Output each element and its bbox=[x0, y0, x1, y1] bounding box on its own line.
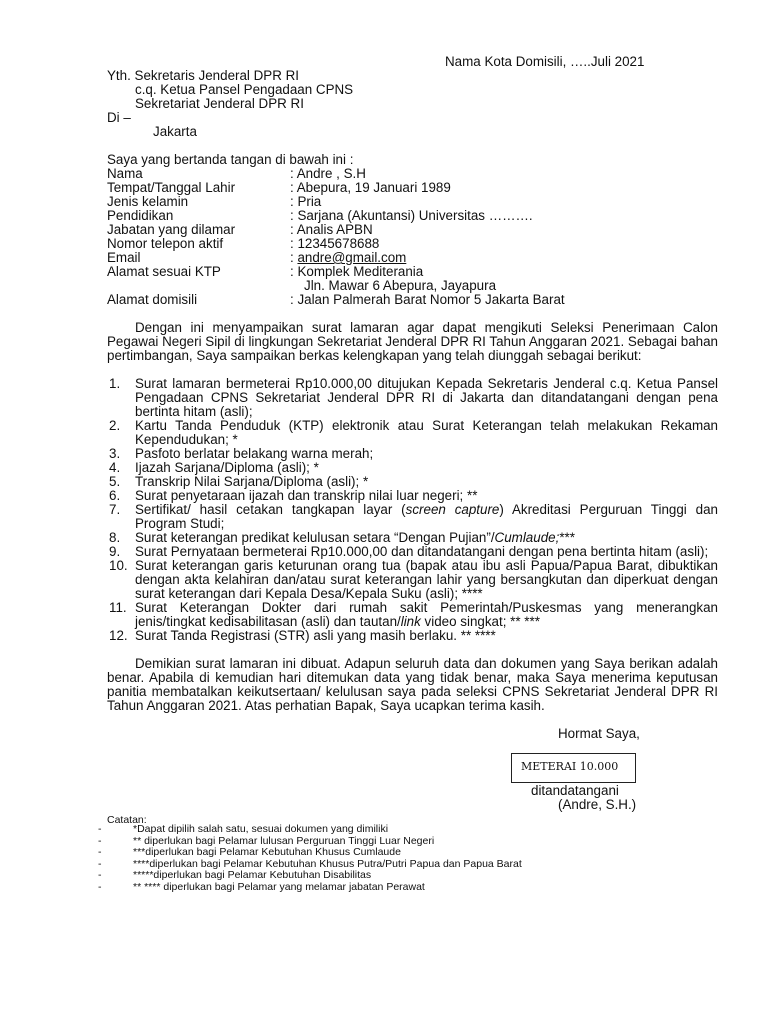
list-number: 5. bbox=[109, 474, 121, 489]
closing-salutation: Hormat Saya, bbox=[558, 726, 640, 741]
recipient-city: Jakarta bbox=[153, 124, 197, 139]
list-text: Pasfoto berlatar belakang warna merah; bbox=[135, 446, 374, 461]
field-label: Nomor telepon aktif bbox=[107, 236, 224, 251]
meterai-stamp-box bbox=[511, 753, 636, 783]
field-email bbox=[107, 251, 667, 265]
field-value: : Jalan Palmerah Barat Nomor 5 Jakarta Barat bbox=[290, 292, 565, 307]
field-value: : Pria bbox=[290, 194, 322, 209]
list-text: *** bbox=[559, 530, 575, 545]
list-item bbox=[107, 531, 718, 545]
field-value-line-2: Jln. Mawar 6 Abepura, Jayapura bbox=[304, 278, 497, 293]
field-label: Tempat/Tanggal Lahir bbox=[107, 180, 236, 195]
list-number: 8. bbox=[109, 530, 121, 545]
note-dash: - bbox=[98, 869, 102, 882]
field-label: Jenis kelamin bbox=[107, 194, 189, 209]
list-text: Surat keterangan garis keturunan orang tua (bapak atau ibu asli Papua/Papua Barat, dibuktikan dengan akta kelahiran dan/atau surat keterangan lahir yang bersangkutan dan diperkuat dengan surat keterangan dari Kepala Desa/Kepala Suku (asli); **** bbox=[135, 558, 718, 601]
list-text-italic: link bbox=[400, 614, 421, 629]
list-number: 10. bbox=[109, 558, 128, 573]
list-item bbox=[107, 447, 718, 461]
list-item bbox=[107, 559, 718, 601]
notes-title: Catatan: bbox=[107, 814, 147, 826]
list-text: Surat lamaran bermeterai Rp10.000,00 ditujukan Kepada Sekretaris Jenderal c.q. Ketua Pansel Pengadaan CPNS Sekretariat Jenderal DPR RI di Jakarta dan ditandatangani dengan pena bertinta hitam (asli); bbox=[135, 376, 718, 419]
list-item bbox=[107, 475, 718, 489]
note-dash: - bbox=[98, 857, 102, 870]
list-number: 1. bbox=[109, 376, 121, 391]
note-dash: - bbox=[98, 823, 102, 835]
list-text: Surat keterangan predikat kelulusan setara “Dengan Pujian”/ bbox=[135, 530, 495, 545]
field-jabatan bbox=[107, 223, 667, 237]
note-text: *****diperlukan bagi Pelamar Kebutuhan Disabilitas bbox=[133, 869, 372, 882]
list-item bbox=[107, 601, 718, 629]
note-dash: - bbox=[98, 880, 102, 893]
letter-date: Nama Kota Domisili, …..Juli 2021 bbox=[445, 54, 645, 69]
list-number: 6. bbox=[109, 488, 121, 503]
list-text: Surat penyetaraan ijazah dan transkrip nilai luar negeri; ** bbox=[135, 488, 478, 503]
list-number: 2. bbox=[109, 418, 121, 433]
email-prefix: : bbox=[290, 250, 298, 265]
note-text: ** diperlukan bagi Pelamar lulusan Perguruan Tinggi Luar Negeri bbox=[133, 834, 435, 847]
field-value: : 12345678688 bbox=[290, 236, 380, 251]
list-text: video singkat; ** *** bbox=[420, 614, 540, 629]
field-alamat-ktp bbox=[107, 264, 667, 293]
closing-paragraph-text: Demikian surat lamaran ini dibuat. Adapun seluruh data dan dokumen yang Saya berikan adalah benar. Apabila di kemudian hari ditemukan data yang tidak benar, maka Saya menerima keputusan panitia membatalkan keikutsertaan/ kelulusan saya pada seleksi CPNS Sekretariat Jenderal DPR RI Tahun Anggaran 2021. Atas perhatian Bapak, Saya ucapkan terima kasih. bbox=[107, 656, 718, 713]
field-value bbox=[290, 251, 406, 265]
note-text: *Dapat dipilih salah satu, sesuai dokumen yang dimiliki bbox=[133, 823, 389, 835]
list-text: Transkrip Nilai Sarjana/Diploma (asli); * bbox=[135, 474, 369, 489]
field-value: : Abepura, 19 Januari 1989 bbox=[290, 180, 451, 195]
note-text: ** **** diperlukan bagi Pelamar yang melamar jabatan Perawat bbox=[133, 880, 425, 893]
list-text: Ijazah Sarjana/Diploma (asli); * bbox=[135, 460, 319, 475]
list-text: Sertifikat/ hasil cetakan tangkapan layar ( bbox=[135, 502, 406, 517]
field-jenis-kelamin bbox=[107, 195, 667, 209]
list-text-italic: Cumlaude; bbox=[494, 530, 560, 545]
field-pendidikan bbox=[107, 209, 667, 223]
list-item bbox=[107, 489, 718, 503]
note-text: ***diperlukan bagi Pelamar Kebutuhan Khusus Cumlaude bbox=[133, 846, 401, 859]
field-alamat-domisili bbox=[107, 293, 667, 307]
body-paragraph-text: Dengan ini menyampaikan surat lamaran agar dapat mengikuti Seleksi Penerimaan Calon Pegawai Negeri Sipil di lingkungan Sekretariat Jenderal DPR RI Tahun Anggaran 2021. Sebagai bahan pertimbangan, Saya sampaikan berkas kelengkapan yang telah diunggah sebagai berikut: bbox=[107, 320, 718, 363]
list-text: Surat Keterangan Dokter dari rumah sakit Pemerintah/Puskesmas yang menerangkan jenis/tingkat kedisabilitasan (asli) dan tautan/ bbox=[135, 600, 718, 629]
list-item bbox=[107, 461, 718, 475]
recipient-line-2: c.q. Ketua Pansel Pengadaan CPNS bbox=[135, 82, 354, 97]
field-label: Alamat domisili bbox=[107, 292, 198, 307]
list-number: 12. bbox=[109, 628, 128, 643]
field-telepon bbox=[107, 237, 667, 251]
list-item bbox=[107, 629, 718, 643]
list-text-italic: screen capture bbox=[405, 502, 500, 517]
note-dash: - bbox=[98, 846, 102, 859]
meterai-stamp-label: METERAI 10.000 bbox=[521, 760, 619, 773]
list-number: 4. bbox=[109, 460, 121, 475]
list-text: ) Akreditasi Perguruan Tinggi dan Program Studi; bbox=[135, 502, 718, 531]
note-dash: - bbox=[98, 834, 102, 847]
field-label: Nama bbox=[107, 166, 143, 181]
field-label: Jabatan yang dilamar bbox=[107, 222, 236, 237]
list-item bbox=[107, 503, 718, 531]
notes-list bbox=[96, 824, 522, 894]
document-list bbox=[107, 377, 718, 643]
list-number: 9. bbox=[109, 544, 121, 559]
list-text: Surat Pernyataan bermeterai Rp10.000,00 dan ditandatangani dengan pena bertinta hitam (asli); bbox=[135, 544, 709, 559]
list-text: Kartu Tanda Penduduk (KTP) elektronik atau Surat Keterangan telah melakukan Rekaman Kependudukan; * bbox=[135, 418, 718, 447]
list-number: 7. bbox=[109, 502, 121, 517]
email-link[interactable]: andre@gmail.com bbox=[297, 250, 407, 265]
note-item bbox=[96, 882, 522, 894]
field-tempat-tanggal-lahir bbox=[107, 181, 667, 195]
field-nama bbox=[107, 167, 667, 181]
field-label: Alamat sesuai KTP bbox=[107, 264, 221, 279]
body-paragraph bbox=[107, 321, 718, 363]
list-item bbox=[107, 419, 718, 447]
field-value: : Andre , S.H bbox=[290, 166, 366, 181]
recipient-line-4: Di – bbox=[107, 110, 131, 125]
field-value: : Komplek Mediterania bbox=[290, 264, 424, 279]
list-number: 3. bbox=[109, 446, 121, 461]
list-item bbox=[107, 377, 718, 419]
closing-paragraph bbox=[107, 657, 718, 713]
recipient-line-1: Yth. Sekretaris Jenderal DPR RI bbox=[107, 68, 300, 83]
field-label: Pendidikan bbox=[107, 208, 174, 223]
signer-name: (Andre, S.H.) bbox=[558, 797, 637, 812]
list-number: 11. bbox=[109, 600, 127, 615]
signed-label: ditandatangani bbox=[531, 783, 619, 798]
intro-line: Saya yang bertanda tangan di bawah ini : bbox=[107, 152, 354, 167]
note-text: ****diperlukan bagi Pelamar Kebutuhan Khusus Putra/Putri Papua dan Papua Barat bbox=[133, 857, 522, 870]
field-value: : Sarjana (Akuntansi) Universitas ………. bbox=[290, 208, 533, 223]
recipient-line-3: Sekretariat Jenderal DPR RI bbox=[135, 96, 304, 111]
field-value: : Analis APBN bbox=[290, 222, 373, 237]
list-item bbox=[107, 545, 718, 559]
list-text: Surat Tanda Registrasi (STR) asli yang masih berlaku. ** **** bbox=[135, 628, 496, 643]
field-label: Email bbox=[107, 250, 141, 265]
